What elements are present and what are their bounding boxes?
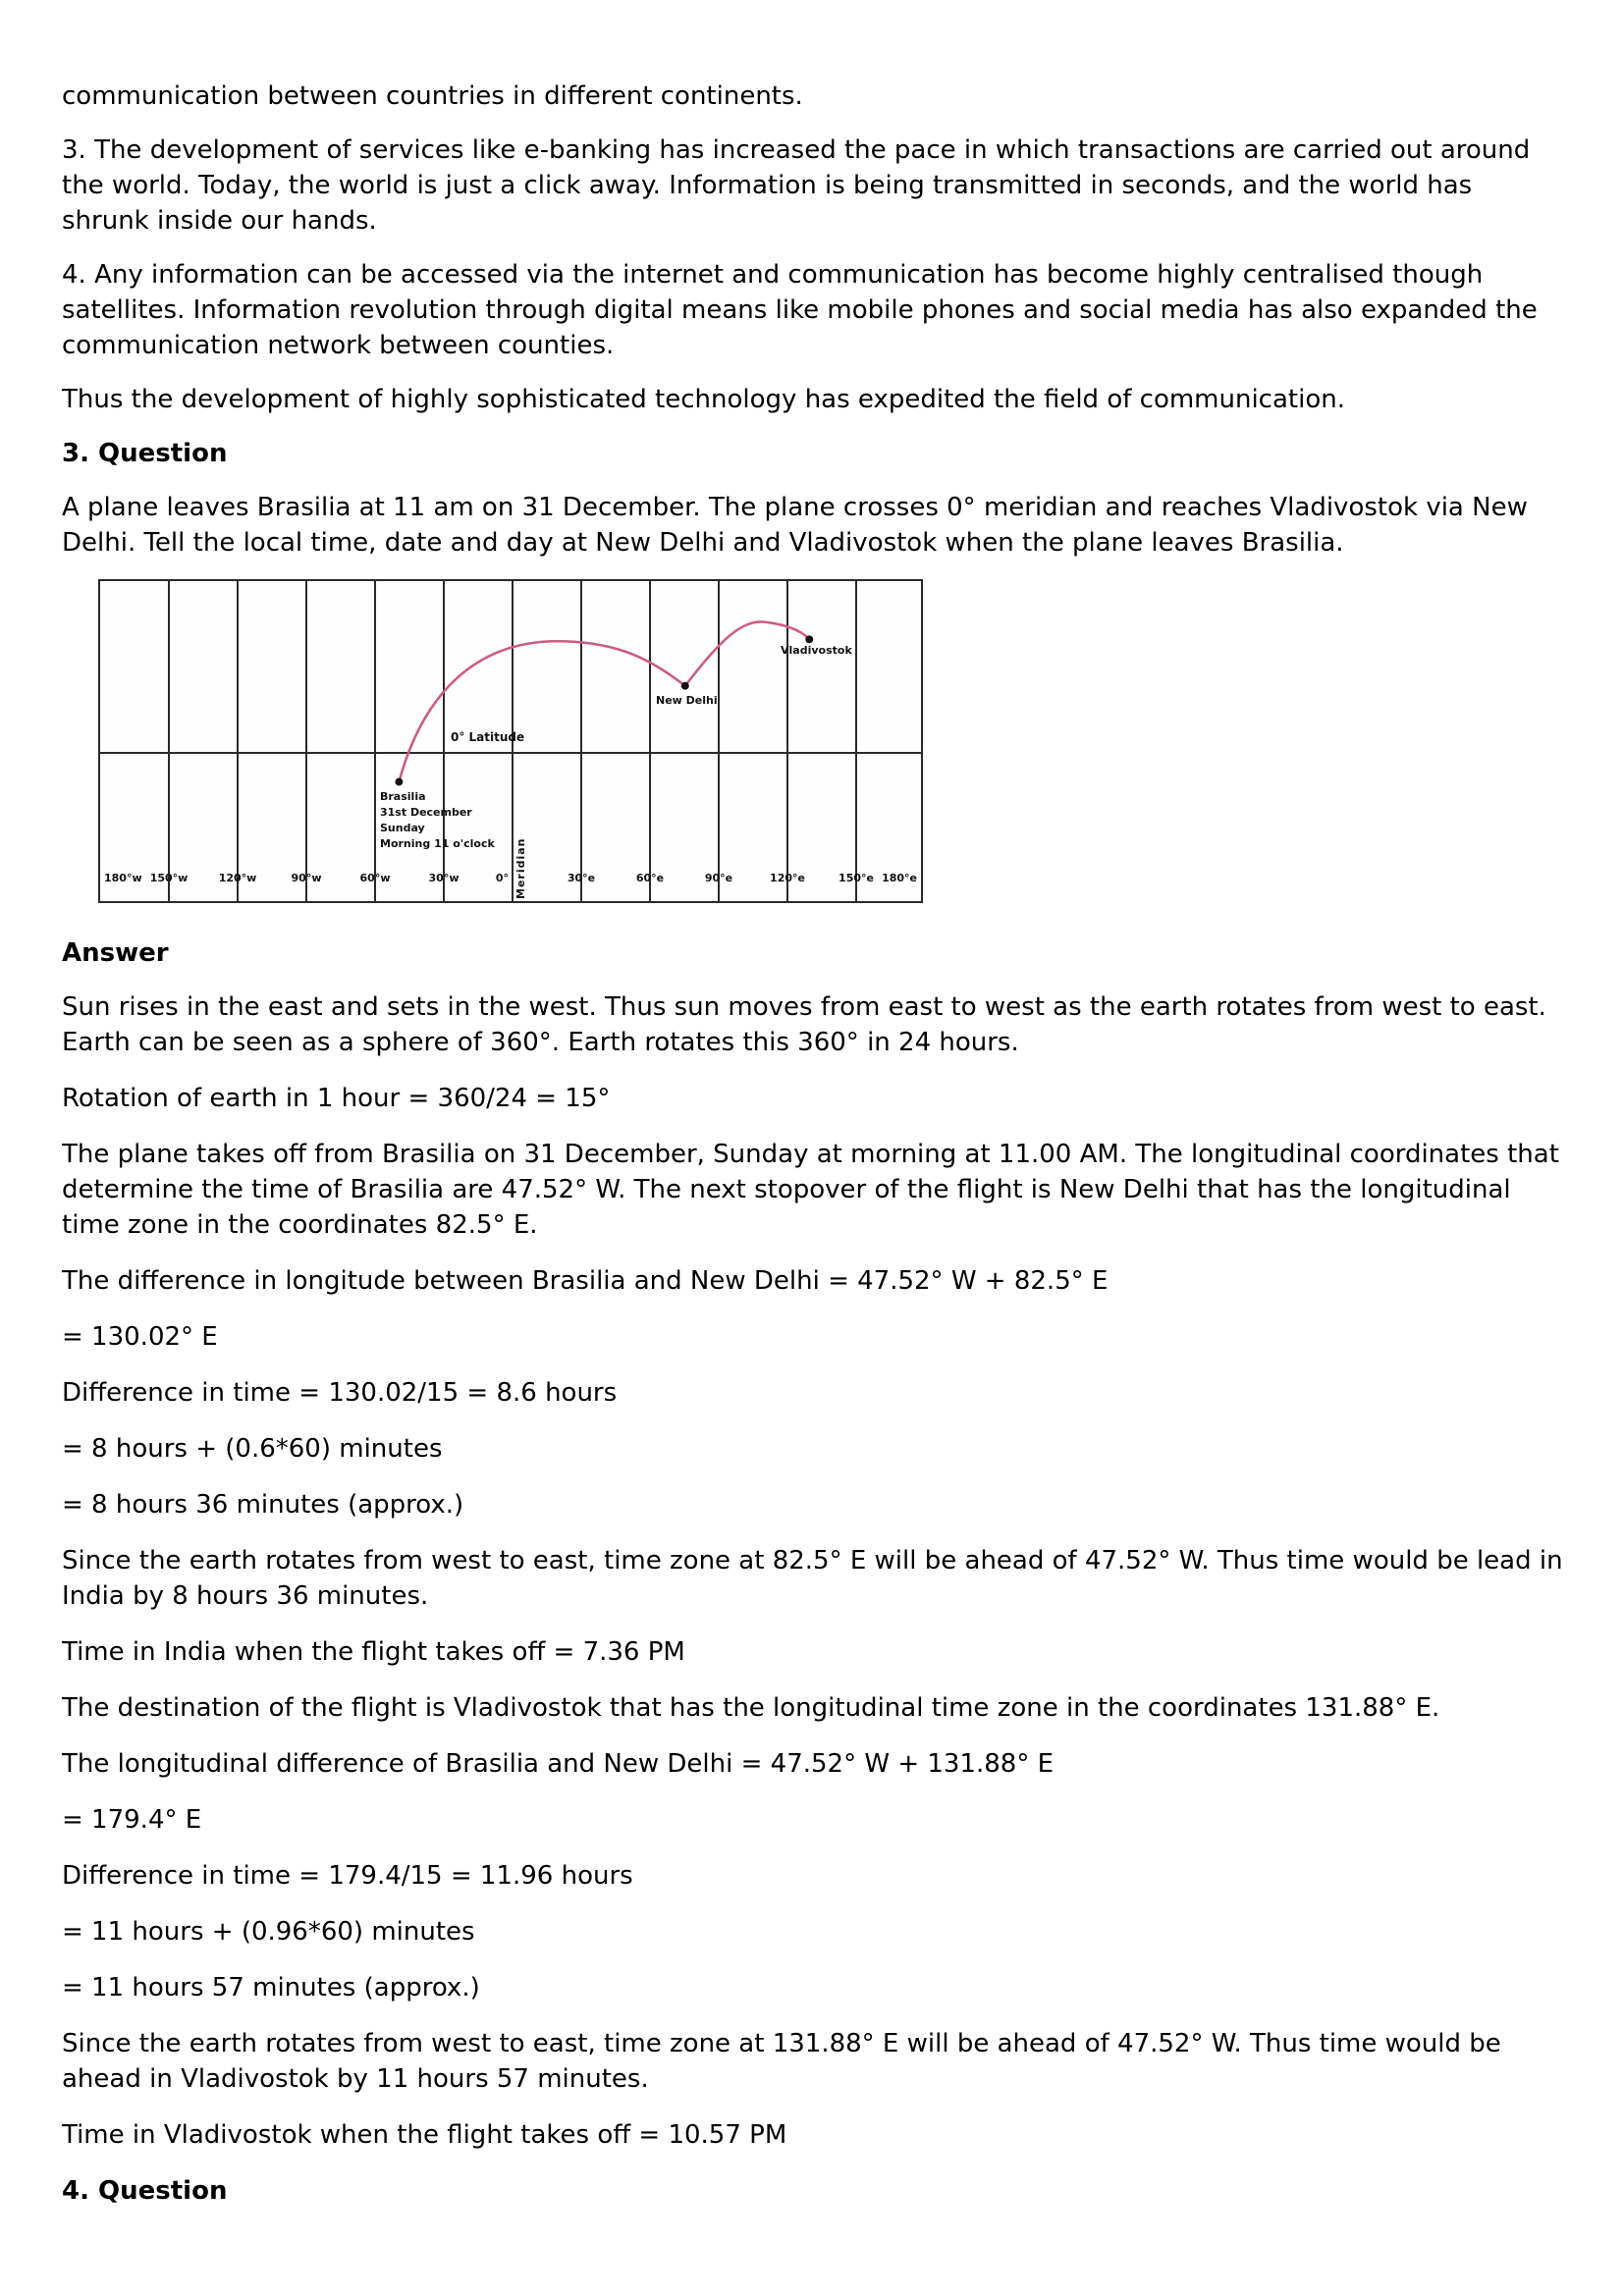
meridian-line: [237, 581, 239, 901]
meridian-line: [649, 581, 651, 901]
intro-paragraph: communication between countries in different continents.: [62, 81, 803, 111]
city-label-line: Brasilia: [380, 790, 426, 803]
meridian-label: 30°w: [428, 872, 460, 884]
equator-line: [100, 752, 921, 754]
meridian-line: [443, 581, 445, 901]
meridian-line: [305, 581, 307, 901]
meridian-label: 180°e: [882, 872, 917, 884]
city-label-line: 31st December: [380, 806, 472, 819]
city-label-line: Morning 11 o'clock: [380, 837, 495, 850]
meridian-line: [374, 581, 376, 901]
question-3-heading: 3. Question: [62, 439, 228, 468]
meridian-label: 150°w: [149, 872, 189, 884]
answer-paragraph: The destination of the flight is Vladivostok that has the longitudinal time zone in the coordinates 131.88° E.: [62, 1693, 1440, 1723]
equator-label: 0° Latitude: [451, 730, 525, 744]
meridian-label: 150°e: [839, 872, 874, 884]
meridian-label: 120°w: [218, 872, 257, 884]
city-label: [380, 789, 495, 852]
meridian-label: 90°w: [291, 872, 322, 884]
city-label: [781, 643, 852, 659]
meridian-diagram: [98, 579, 923, 903]
meridian-label: 60°e: [635, 872, 665, 884]
meridian-line: [718, 581, 720, 901]
city-label-line: New Delhi: [656, 694, 718, 707]
intro-paragraph: Thus the development of highly sophisticated technology has expedited the field of communication.: [62, 385, 1345, 414]
answer-paragraph: = 8 hours 36 minutes (approx.): [62, 1490, 464, 1520]
meridian-label: 60°w: [359, 872, 391, 884]
answer-paragraph: = 11 hours 57 minutes (approx.): [62, 1973, 480, 2002]
intro-paragraph: 4. Any information can be accessed via the internet and communication has become highly centralised though satellites. Information revolution through digital means like mobile phones and social media has also expanded the communication network between counties.: [62, 260, 1538, 360]
meridian-line: [580, 581, 582, 901]
question-4-heading: 4. Question: [62, 2176, 228, 2206]
answer-paragraph: = 179.4° E: [62, 1805, 202, 1835]
answer-heading: Answer: [62, 938, 169, 968]
answer-paragraph: = 11 hours + (0.96*60) minutes: [62, 1917, 475, 1947]
meridian-label: 30°e: [567, 872, 596, 884]
meridian-label: 120°e: [770, 872, 805, 884]
answer-paragraph: Time in India when the flight takes off = 7.36 PM: [62, 1637, 685, 1667]
city-dot: [395, 778, 403, 786]
meridian-label: 90°e: [704, 872, 733, 884]
meridian-line: [786, 581, 788, 901]
answer-paragraph: The difference in longitude between Brasilia and New Delhi = 47.52° W + 82.5° E: [62, 1266, 1109, 1296]
answer-paragraph: Difference in time = 179.4/15 = 11.96 hours: [62, 1861, 633, 1891]
meridian-label: 0°: [495, 872, 509, 884]
meridian-line: [855, 581, 857, 901]
meridian-word: Meridian: [514, 837, 527, 899]
answer-paragraph: Difference in time = 130.02/15 = 8.6 hours: [62, 1378, 618, 1408]
city-dot: [681, 682, 689, 690]
city-label-line: Sunday: [380, 822, 425, 834]
city-label: [656, 693, 718, 709]
answer-paragraph: Since the earth rotates from west to east, time zone at 82.5° E will be ahead of 47.52° W. Thus time would be lead in India by 8 hours 36 minutes.: [62, 1546, 1563, 1611]
answer-paragraph: Sun rises in the east and sets in the west. Thus sun moves from east to west as the earth rotates from west to east. Earth can be seen as a sphere of 360°. Earth rotates this 360° in 24 hours.: [62, 992, 1546, 1057]
answer-paragraph: = 8 hours + (0.6*60) minutes: [62, 1434, 443, 1464]
answer-paragraph: Since the earth rotates from west to east, time zone at 131.88° E will be ahead of 47.52° W. Thus time would be ahead in Vladivostok by 11 hours 57 minutes.: [62, 2029, 1501, 2094]
answer-section: [62, 935, 1564, 2153]
question-3-text: A plane leaves Brasilia at 11 am on 31 December. The plane crosses 0° meridian and reaches Vladivostok via New Delhi. Tell the local time, date and day at New Delhi and Vladivostok when the plane leaves Brasilia.: [62, 493, 1528, 558]
meridian-line: [168, 581, 170, 901]
answer-paragraph: The longitudinal difference of Brasilia and New Delhi = 47.52° W + 131.88° E: [62, 1749, 1055, 1779]
answer-paragraph: The plane takes off from Brasilia on 31 December, Sunday at morning at 11.00 AM. The longitudinal coordinates that determine the time of Brasilia are 47.52° W. The next stopover of the flight is New Delhi that has the longitudinal time zone in the coordinates 82.5° E.: [62, 1140, 1559, 1240]
meridian-label: 180°w: [104, 872, 142, 884]
city-label-line: Vladivostok: [781, 644, 852, 657]
answer-paragraph: = 130.02° E: [62, 1322, 218, 1352]
answer-paragraph: Time in Vladivostok when the flight takes off = 10.57 PM: [62, 2120, 787, 2150]
intro-paragraph: 3. The development of services like e-banking has increased the pace in which transactions are carried out around the world. Today, the world is just a click away. Information is being transmitted in seconds, and the world has shrunk inside our hands.: [62, 135, 1531, 236]
answer-paragraph: Rotation of earth in 1 hour = 360/24 = 15°: [62, 1084, 611, 1113]
